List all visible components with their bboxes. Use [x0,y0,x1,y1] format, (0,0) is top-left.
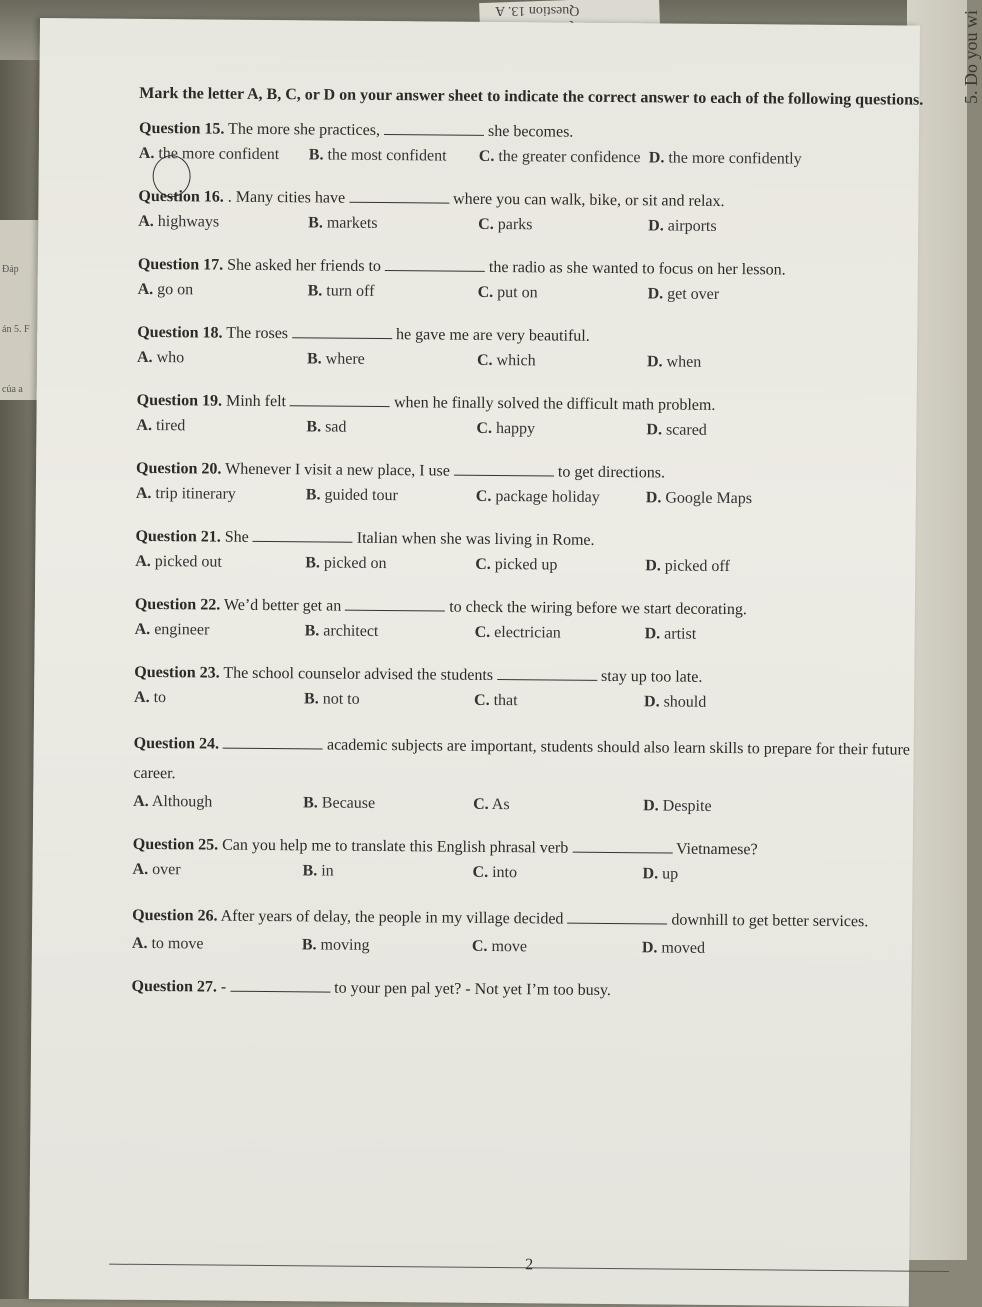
option-text: As [492,796,510,813]
answer-option [473,792,643,819]
answer-blank [292,323,392,339]
option-text: electrician [494,624,561,642]
question-text-after: downhill to get better services. [671,912,868,931]
answer-option [479,144,649,171]
option-letter: B. [308,282,323,299]
answer-option [475,620,645,647]
question-number: Question 20. [136,460,221,478]
answer-option [642,861,852,889]
question-number: Question 21. [135,528,220,546]
question-text-before: Can you help me to translate this English phrasal verb [222,837,568,857]
question-text-before: We’d better get an [224,597,341,615]
answer-blank [385,256,485,272]
question-item [138,253,938,310]
answer-blank [454,461,554,477]
option-text: up [662,865,678,882]
option-text: architect [323,622,378,639]
option-letter: A. [132,935,148,952]
answer-option [133,789,303,816]
option-letter: A. [133,861,149,878]
option-letter: D. [647,353,663,370]
question-number: Question 24. [134,735,219,753]
option-text: to move [151,935,203,952]
question-text-after: academic subjects are important, students should also learn skills to prepare for their future career. [133,737,910,783]
question-stem [133,729,933,796]
option-row [132,857,932,890]
answer-option [642,935,852,963]
question-item [131,975,931,1006]
option-text: moving [321,936,370,953]
option-letter: B. [305,554,320,571]
option-text: guided tour [324,487,397,505]
answer-option [647,349,857,377]
answer-blank [567,909,667,925]
answer-option [138,277,308,304]
option-text: happy [496,420,535,437]
option-text: put on [497,284,538,301]
answer-blank [497,665,597,681]
option-text: the most confident [327,147,446,165]
option-letter: C. [476,488,492,505]
question-text-before: The more she practices, [228,121,380,139]
option-text: engineer [154,621,209,638]
option-letter: A. [136,417,152,434]
option-text: highways [158,213,219,231]
option-letter: D. [645,625,661,642]
option-letter: B. [302,862,317,879]
option-letter: C. [474,692,490,709]
question-text-after: Italian when she was living in Rome. [357,530,595,549]
option-text: Google Maps [665,489,752,507]
option-row [138,277,938,310]
question-text-before: After years of delay, the people in my village decided [221,908,564,928]
answer-option [478,212,648,239]
answer-option [306,482,476,509]
option-text: picked off [665,557,730,575]
option-letter: C. [472,938,488,955]
question-item [134,661,934,718]
answer-option [472,934,642,961]
option-letter: A. [137,349,153,366]
question-text-after: to get directions. [558,464,665,482]
option-text: package holiday [495,488,600,506]
worksheet-content [131,81,939,1024]
option-letter: B. [305,622,320,639]
answer-blank [345,596,445,612]
question-text-before: She asked her friends to [227,257,381,275]
question-number: Question 27. [131,978,216,996]
option-letter: D. [648,285,664,302]
option-letter: D. [646,489,662,506]
question-text-after: Vietnamese? [676,841,758,859]
question-item [136,457,936,514]
option-text: should [664,693,707,710]
option-row [135,617,935,650]
question-text-before: The roses [226,325,288,343]
answer-option [475,552,645,579]
option-letter: B. [303,794,318,811]
answer-option [646,485,856,513]
question-text-before: She [225,529,249,546]
answer-option [305,550,475,577]
answer-blank [349,188,449,204]
option-letter: B. [308,214,323,231]
question-item [138,185,938,242]
question-item [132,901,932,964]
option-text: in [321,862,334,879]
option-text: turn off [326,283,374,300]
page-number: 2 [525,1256,533,1274]
option-letter: C. [478,216,494,233]
option-text: parks [498,216,533,233]
option-row [134,685,934,718]
answer-option [644,689,854,717]
option-row [133,789,933,822]
question-item [137,321,937,378]
answer-blank [290,391,390,407]
option-letter: A. [135,553,151,570]
option-text: picked on [324,554,387,572]
answer-blank [230,977,330,993]
option-text: the more confident [158,145,279,163]
answer-option [643,793,853,821]
answer-option [472,860,642,887]
question-text-before: The school counselor advised the students [223,665,493,684]
answer-option [308,278,478,305]
answer-blank [572,838,672,854]
option-letter: C. [475,624,491,641]
underlying-page-top-text: Question 13. A [495,2,579,50]
question-stem [131,975,931,1006]
option-letter: D. [643,797,659,814]
option-letter: B. [304,690,319,707]
option-text: markets [327,215,378,232]
question-number: Question 19. [137,392,222,410]
option-text: sad [325,419,346,436]
option-text: airports [668,217,717,234]
answer-option [134,685,304,712]
option-letter: A. [134,689,150,706]
answer-option [476,416,646,443]
option-text: artist [664,625,696,642]
answer-blank [253,527,353,543]
option-text: over [152,861,181,878]
underlying-page-text: 5. Do you wi [961,10,982,104]
option-text: into [492,864,517,881]
option-text: the more confidently [668,149,801,167]
answer-option [478,280,648,307]
question-text-after: where you can walk, bike, or sit and relax. [453,191,725,210]
answer-option [139,141,309,168]
question-text-before: Minh felt [226,393,286,411]
option-row [132,931,932,964]
answer-option [307,346,477,373]
option-row [137,345,937,378]
option-letter: B. [306,486,321,503]
question-text-before: . Many cities have [228,189,345,207]
question-number: Question 15. [139,120,224,138]
question-text-after: to your pen pal yet? - Not yet I’m too busy. [334,980,611,999]
answer-option [646,417,856,445]
option-letter: C. [476,420,492,437]
option-letter: C. [479,148,495,165]
question-text-after: the radio as she wanted to focus on her lesson. [489,259,786,279]
question-list [131,117,939,1006]
answer-option [647,281,857,309]
answer-blank [384,120,484,136]
option-text: when [667,353,702,370]
option-letter: C. [472,864,488,881]
answer-option [304,686,474,713]
question-number: Question 16. [138,188,223,206]
answer-option [302,932,472,959]
answer-option [476,484,646,511]
option-text: Although [152,793,213,811]
question-item [136,389,936,446]
option-text: not to [323,690,360,707]
answer-option [308,210,478,237]
option-letter: C. [475,556,491,573]
question-number: Question 26. [132,907,217,925]
option-letter: C. [477,352,493,369]
option-letter: A. [138,281,154,298]
option-text: to [154,689,167,706]
option-letter: B. [306,418,321,435]
answer-option [645,553,855,581]
answer-option [137,345,307,372]
question-number: Question 17. [138,256,223,274]
question-text-after: when he finally solved the difficult math problem. [394,394,716,414]
answer-option [648,213,858,241]
answer-option [306,414,476,441]
answer-option [132,931,302,958]
answer-option [302,858,472,885]
answer-option [136,413,306,440]
option-letter: D. [646,421,662,438]
option-text: where [326,351,365,368]
question-number: Question 22. [135,596,220,614]
answer-option [135,617,305,644]
question-text-after: she becomes. [488,123,573,141]
question-item [133,729,934,822]
question-text-before: - [221,979,226,996]
option-letter: D. [642,939,658,956]
answer-option [477,348,647,375]
option-text: that [494,692,518,709]
option-letter: C. [473,796,489,813]
answer-option [138,209,308,236]
question-text-after: stay up too late. [601,668,702,686]
option-letter: B. [307,350,322,367]
question-item [139,117,939,174]
question-item [135,593,935,650]
answer-option [305,618,475,645]
question-text-before: Whenever I visit a new place, I use [225,461,450,480]
option-letter: A. [136,485,152,502]
option-letter: A. [139,145,155,162]
answer-option [309,142,479,169]
answer-blank [223,734,323,750]
answer-option [649,145,859,173]
option-text: get over [667,285,719,302]
option-text: which [497,352,536,369]
answer-option [136,481,306,508]
option-letter: A. [135,621,151,638]
option-text: move [491,938,527,955]
question-number: Question 25. [133,836,218,854]
question-number: Question 23. [134,664,219,682]
option-text: Despite [663,797,712,814]
option-letter: D. [642,865,658,882]
option-letter: B. [309,146,324,163]
question-text-after: he gave me are very beautiful. [396,326,590,345]
option-text: picked up [495,556,558,574]
instruction-text: Mark the letter A, B, C, or D on your answer sheet to indicate the correct answer to each of the following questions. [139,81,939,114]
option-text: go on [157,281,193,298]
option-text: trip itinerary [155,485,236,503]
answer-option [135,549,305,576]
question-item [132,833,932,890]
question-item [135,525,935,582]
option-letter: A. [133,793,149,810]
option-row [139,141,939,174]
worksheet-page [29,18,920,1307]
option-letter: D. [644,693,660,710]
option-row [135,549,935,582]
option-letter: D. [649,149,665,166]
option-row [136,413,936,446]
option-text: the greater confidence [498,148,640,166]
option-letter: D. [648,217,664,234]
option-letter: C. [478,284,494,301]
answer-option [645,621,855,649]
option-text: scared [666,421,707,438]
option-row [136,481,936,514]
answer-option [303,790,473,817]
option-text: tired [156,417,185,434]
question-number: Question 18. [137,324,222,342]
answer-option [474,688,644,715]
question-text-after: to check the wiring before we start decorating. [449,599,747,619]
option-letter: B. [302,936,317,953]
option-letter: A. [138,213,154,230]
option-text: Because [322,794,375,811]
option-text: picked out [155,553,222,571]
option-text: who [157,349,185,366]
underlying-page-left-text: Đáp án 5. F của a [2,240,30,420]
answer-option [132,857,302,884]
option-letter: D. [645,557,661,574]
option-text: moved [661,939,705,956]
